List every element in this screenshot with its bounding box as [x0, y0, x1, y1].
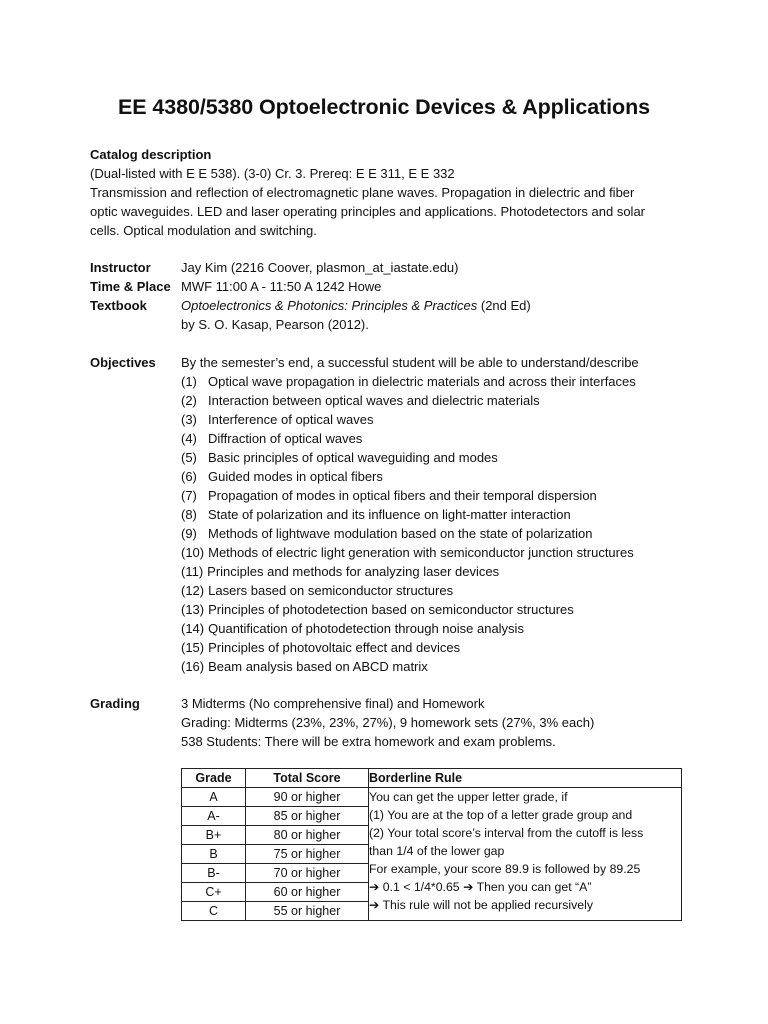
- objective-number: (16): [181, 659, 205, 674]
- score-cell: 90 or higher: [246, 788, 369, 807]
- grade-cell: A: [182, 788, 246, 807]
- catalog-heading: Catalog description: [90, 147, 212, 162]
- grading-line: 3 Midterms (No comprehensive final) and Homework: [181, 696, 485, 711]
- borderline-rule-cell: [369, 788, 682, 921]
- catalog-line: optic waveguides. LED and laser operating principles and applications. Photodetectors and solar: [90, 204, 646, 219]
- arrow-right-icon: ➔: [463, 880, 474, 894]
- rule-line: (1) You are at the top of a letter grade group and: [369, 808, 633, 822]
- objective-item: [181, 429, 362, 448]
- objective-item: [181, 486, 597, 505]
- objective-number: (4): [181, 431, 197, 446]
- grade-cell: B-: [182, 864, 246, 883]
- time-place-label: Time & Place: [90, 279, 171, 294]
- objective-number: (10): [181, 545, 205, 560]
- objective-item: [181, 543, 634, 562]
- catalog-line: (Dual-listed with E E 538). (3-0) Cr. 3. Prereq: E E 311, E E 332: [90, 166, 455, 181]
- objective-number: (13): [181, 602, 205, 617]
- objective-number: (7): [181, 488, 197, 503]
- rule-line: than 1/4 of the lower gap: [369, 844, 505, 858]
- grade-cell: C: [182, 902, 246, 921]
- rule-arrow-text: This rule will not be applied recursively: [379, 898, 594, 912]
- grading-label: Grading: [90, 696, 140, 711]
- textbook-edition: (2nd Ed): [477, 298, 531, 313]
- objective-number: (6): [181, 469, 197, 484]
- textbook-value: [181, 296, 531, 315]
- objective-text: State of polarization and its influence on light-matter interaction: [208, 507, 571, 522]
- objectives-intro: By the semester’s end, a successful student will be able to understand/describe: [181, 355, 639, 370]
- rule-arrow-text: Then you can get “A”: [473, 880, 592, 894]
- objective-text: Principles and methods for analyzing laser devices: [207, 564, 500, 579]
- catalog-section: [90, 145, 645, 240]
- objective-item: [181, 467, 383, 486]
- objective-item: [181, 448, 498, 467]
- objective-item: [181, 372, 636, 391]
- rule-header: Borderline Rule: [369, 769, 682, 788]
- score-cell: 55 or higher: [246, 902, 369, 921]
- textbook-title: Optoelectronics & Photonics: Principles & Practices: [181, 298, 478, 313]
- arrow-right-icon: ➔: [369, 880, 380, 894]
- grade-cell: B+: [182, 826, 246, 845]
- score-header: Total Score: [246, 769, 369, 788]
- objective-item: [181, 638, 460, 657]
- objective-number: (11): [181, 564, 204, 579]
- objective-text: Methods of lightwave modulation based on the state of polarization: [208, 526, 593, 541]
- objective-text: Guided modes in optical fibers: [208, 469, 383, 484]
- instructor-label: Instructor: [90, 260, 151, 275]
- grade-table-header: [182, 769, 682, 788]
- objective-item: [181, 391, 540, 410]
- objective-text: Beam analysis based on ABCD matrix: [208, 659, 428, 674]
- objective-number: (3): [181, 412, 197, 427]
- objective-text: Principles of photodetection based on semiconductor structures: [208, 602, 574, 617]
- objective-item: [181, 581, 453, 600]
- objective-number: (5): [181, 450, 197, 465]
- objective-text: Propagation of modes in optical fibers and their temporal dispersion: [208, 488, 597, 503]
- grade-table: [181, 768, 682, 921]
- grade-cell: A-: [182, 807, 246, 826]
- rule-line-arrow-2: [369, 896, 681, 914]
- score-cell: 75 or higher: [246, 845, 369, 864]
- time-place-value: MWF 11:00 A - 11:50 A 1242 Howe: [181, 279, 382, 294]
- objective-number: (1): [181, 374, 197, 389]
- objective-text: Basic principles of optical waveguiding and modes: [208, 450, 498, 465]
- catalog-line: cells. Optical modulation and switching.: [90, 223, 317, 238]
- objective-number: (14): [181, 621, 205, 636]
- grade-cell: C+: [182, 883, 246, 902]
- objective-number: (15): [181, 640, 205, 655]
- grading-line: 538 Students: There will be extra homework and exam problems.: [181, 734, 556, 749]
- objective-text: Diffraction of optical waves: [208, 431, 363, 446]
- grade-header: Grade: [182, 769, 246, 788]
- objectives-label: Objectives: [90, 355, 156, 370]
- objective-item: [181, 505, 571, 524]
- objective-item: [181, 562, 499, 581]
- instructor-value: Jay Kim (2216 Coover, plasmon_at_iastate.edu): [181, 260, 459, 275]
- textbook-author: by S. O. Kasap, Pearson (2012).: [181, 317, 369, 332]
- grade-cell: B: [182, 845, 246, 864]
- arrow-right-icon: ➔: [369, 898, 380, 912]
- score-cell: 80 or higher: [246, 826, 369, 845]
- objective-text: Principles of photovoltaic effect and devices: [208, 640, 461, 655]
- objective-item: [181, 619, 524, 638]
- textbook-label: Textbook: [90, 298, 147, 313]
- score-cell: 85 or higher: [246, 807, 369, 826]
- score-cell: 70 or higher: [246, 864, 369, 883]
- page-title: EE 4380/5380 Optoelectronic Devices & Applications: [118, 95, 650, 119]
- objective-text: Interference of optical waves: [208, 412, 374, 427]
- objective-number: (9): [181, 526, 197, 541]
- rule-line: You can get the upper letter grade, if: [369, 790, 568, 804]
- score-cell: 60 or higher: [246, 883, 369, 902]
- grading-line: Grading: Midterms (23%, 23%, 27%), 9 homework sets (27%, 3% each): [181, 715, 595, 730]
- objective-text: Optical wave propagation in dielectric materials and across their interfaces: [208, 374, 636, 389]
- rule-arrow-text: 0.1 < 1/4*0.65: [379, 880, 464, 894]
- objective-item: [181, 410, 373, 429]
- objective-item: [181, 657, 428, 676]
- objective-text: Methods of electric light generation with semiconductor junction structures: [208, 545, 634, 560]
- objective-number: (8): [181, 507, 197, 522]
- rule-line: For example, your score 89.9 is followed by 89.25: [369, 862, 641, 876]
- catalog-line: Transmission and reflection of electromagnetic plane waves. Propagation in dielectric and fiber: [90, 185, 635, 200]
- objective-number: (12): [181, 583, 205, 598]
- rule-line: (2) Your total score’s interval from the cutoff is less: [369, 826, 644, 840]
- objective-text: Quantification of photodetection through noise analysis: [208, 621, 524, 636]
- objective-item: [181, 600, 574, 619]
- objective-item: [181, 524, 592, 543]
- table-row: [182, 788, 682, 807]
- objective-text: Lasers based on semiconductor structures: [208, 583, 454, 598]
- objective-text: Interaction between optical waves and dielectric materials: [208, 393, 540, 408]
- objective-number: (2): [181, 393, 197, 408]
- rule-line-arrow-1: [369, 878, 681, 896]
